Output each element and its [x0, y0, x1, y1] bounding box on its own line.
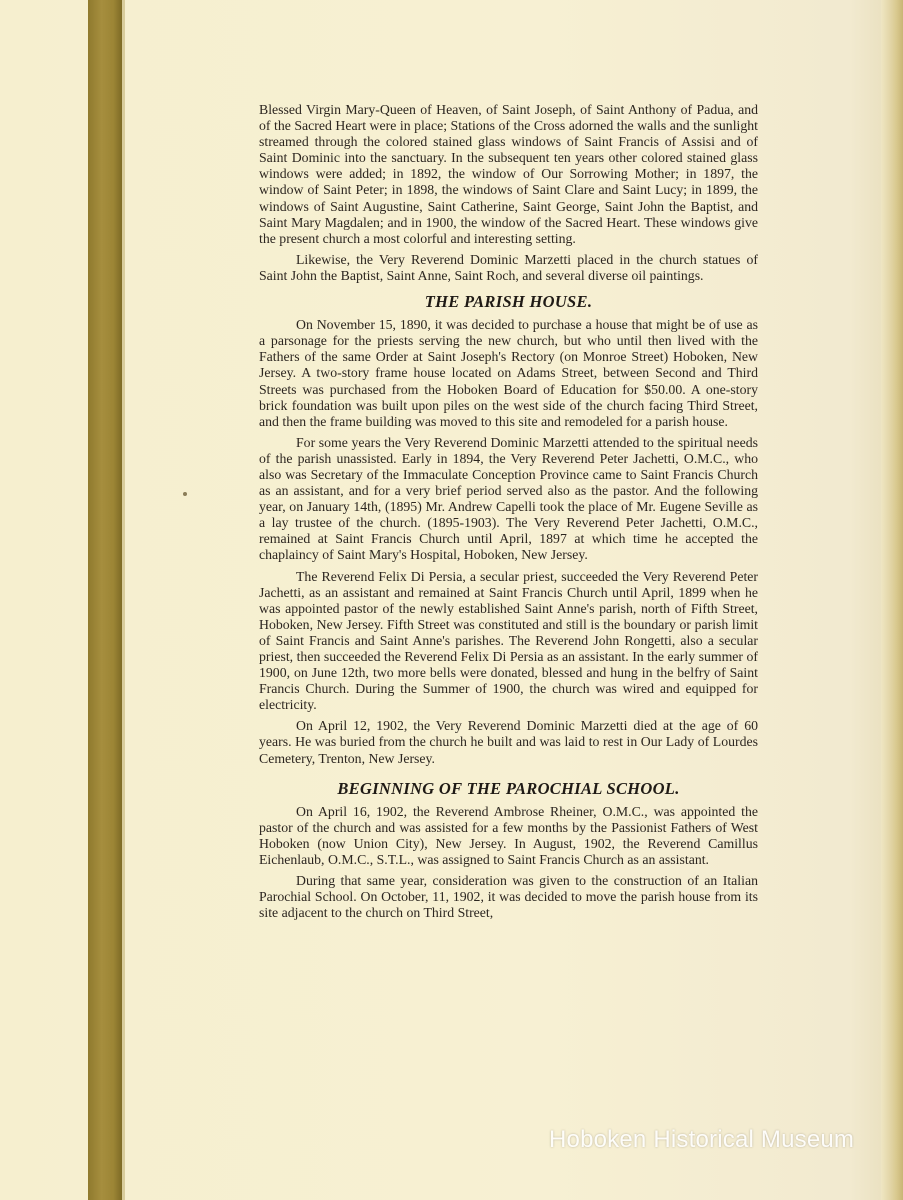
- binding-strip: [88, 0, 122, 1200]
- section-heading-parish-house: THE PARISH HOUSE.: [424, 292, 593, 312]
- paragraph: For some years the Very Reverend Dominic Marzetti attended to the spiritual needs of the parish unassisted. Early in 1894, the Very Reverend Peter Jachetti, O.M.C., who also was Secretary of the Immaculate Conception Province came to Saint Francis Church as an assistant, and for a very brief period served also as the pastor. And the following year, on January 14th, (1895) Mr. Andrew Capelli took the place of Mr. Eugene Seville as a lay trustee of the church. (1895-1903). The Very Reverend Peter Jachetti, O.M.C., remained at Saint Francis Church until April, 1897 at which time he accepted the chaplaincy of Saint Mary's Hospital, Hoboken, New Jersey.: [259, 434, 758, 563]
- paragraph: The Reverend Felix Di Persia, a secular priest, succeeded the Very Reverend Peter Jachetti, as an assistant and remained at Saint Francis Church until April, 1899 when he was appointed pastor of the newly established Saint Anne's parish, north of Fifth Street, Hoboken, New Jersey. Fifth Street was constituted and still is the boundary or parish limit of Saint Francis and Saint Anne's parishes. The Reverend John Rongetti, also a secular priest, then succeeded the Reverend Felix Di Persia as an assistant. In the early summer of 1900, on June 12th, two more bells were donated, blessed and hung in the belfry of Saint Francis Church. During the Summer of 1900, the church was wired and equipped for electricity.: [259, 568, 758, 713]
- page-fold-edge: [881, 0, 903, 1200]
- document-body: [259, 102, 758, 926]
- museum-watermark: Hoboken Historical Museum: [549, 1126, 855, 1153]
- paragraph: On April 16, 1902, the Reverend Ambrose Rheiner, O.M.C., was appointed the pastor of the church and was assisted for a few months by the Passionist Fathers of West Hoboken (now Union City), New Jersey. In August, 1902, the Reverend Camillus Eichenlaub, O.M.C., S.T.L., was assigned to Saint Francis Church as an assistant.: [259, 803, 758, 868]
- paragraph: Likewise, the Very Reverend Dominic Marzetti placed in the church statues of Saint John the Baptist, Saint Anne, Saint Roch, and several diverse oil paintings.: [259, 251, 758, 283]
- paragraph: Blessed Virgin Mary-Queen of Heaven, of Saint Joseph, of Saint Anthony of Padua, and of the Sacred Heart were in place; Stations of the Cross adorned the walls and the sunlight streamed through the colored stained glass windows of Saint Francis of Assisi and of Saint Dominic into the sanctuary. In the subsequent ten years other colored stained glass windows were added; in 1892, the window of Our Sorrowing Mother; in 1897, the window of Saint Peter; in 1898, the windows of Saint Clare and Saint Lucy; in 1899, the windows of Saint Augustine, Saint Catherine, Saint George, Saint John the Baptist, and Saint Mary Magdalen; and in 1900, the window of the Sacred Heart. These windows give the present church a most colorful and interesting setting.: [259, 102, 758, 246]
- paragraph: On November 15, 1890, it was decided to purchase a house that might be of use as a parsonage for the priests serving the new church, but who until then lived with the Fathers of the same Order at Saint Joseph's Rectory (on Monroe Street) Hoboken, New Jersey. A two-story frame house located on Adams Street, between Second and Third Streets was purchased from the Hoboken Board of Education for $50.00. A one-story brick foundation was built upon piles on the west side of the church facing Third Street, and then the frame building was moved to this site and remodeled for a parish house.: [259, 317, 758, 429]
- paragraph: During that same year, consideration was given to the construction of an Italian Parochial School. On October, 11, 1902, it was decided to move the parish house from its site adjacent to the church on Third Street,: [259, 873, 758, 921]
- binding-edge: [122, 0, 125, 1200]
- paper-speck: [183, 492, 187, 496]
- paragraph: On April 12, 1902, the Very Reverend Dominic Marzetti died at the age of 60 years. He was buried from the church he built and was laid to rest in Our Lady of Lourdes Cemetery, Trenton, New Jersey.: [259, 718, 758, 766]
- section-heading-parochial-school: BEGINNING OF THE PAROCHIAL SCHOOL.: [337, 778, 680, 798]
